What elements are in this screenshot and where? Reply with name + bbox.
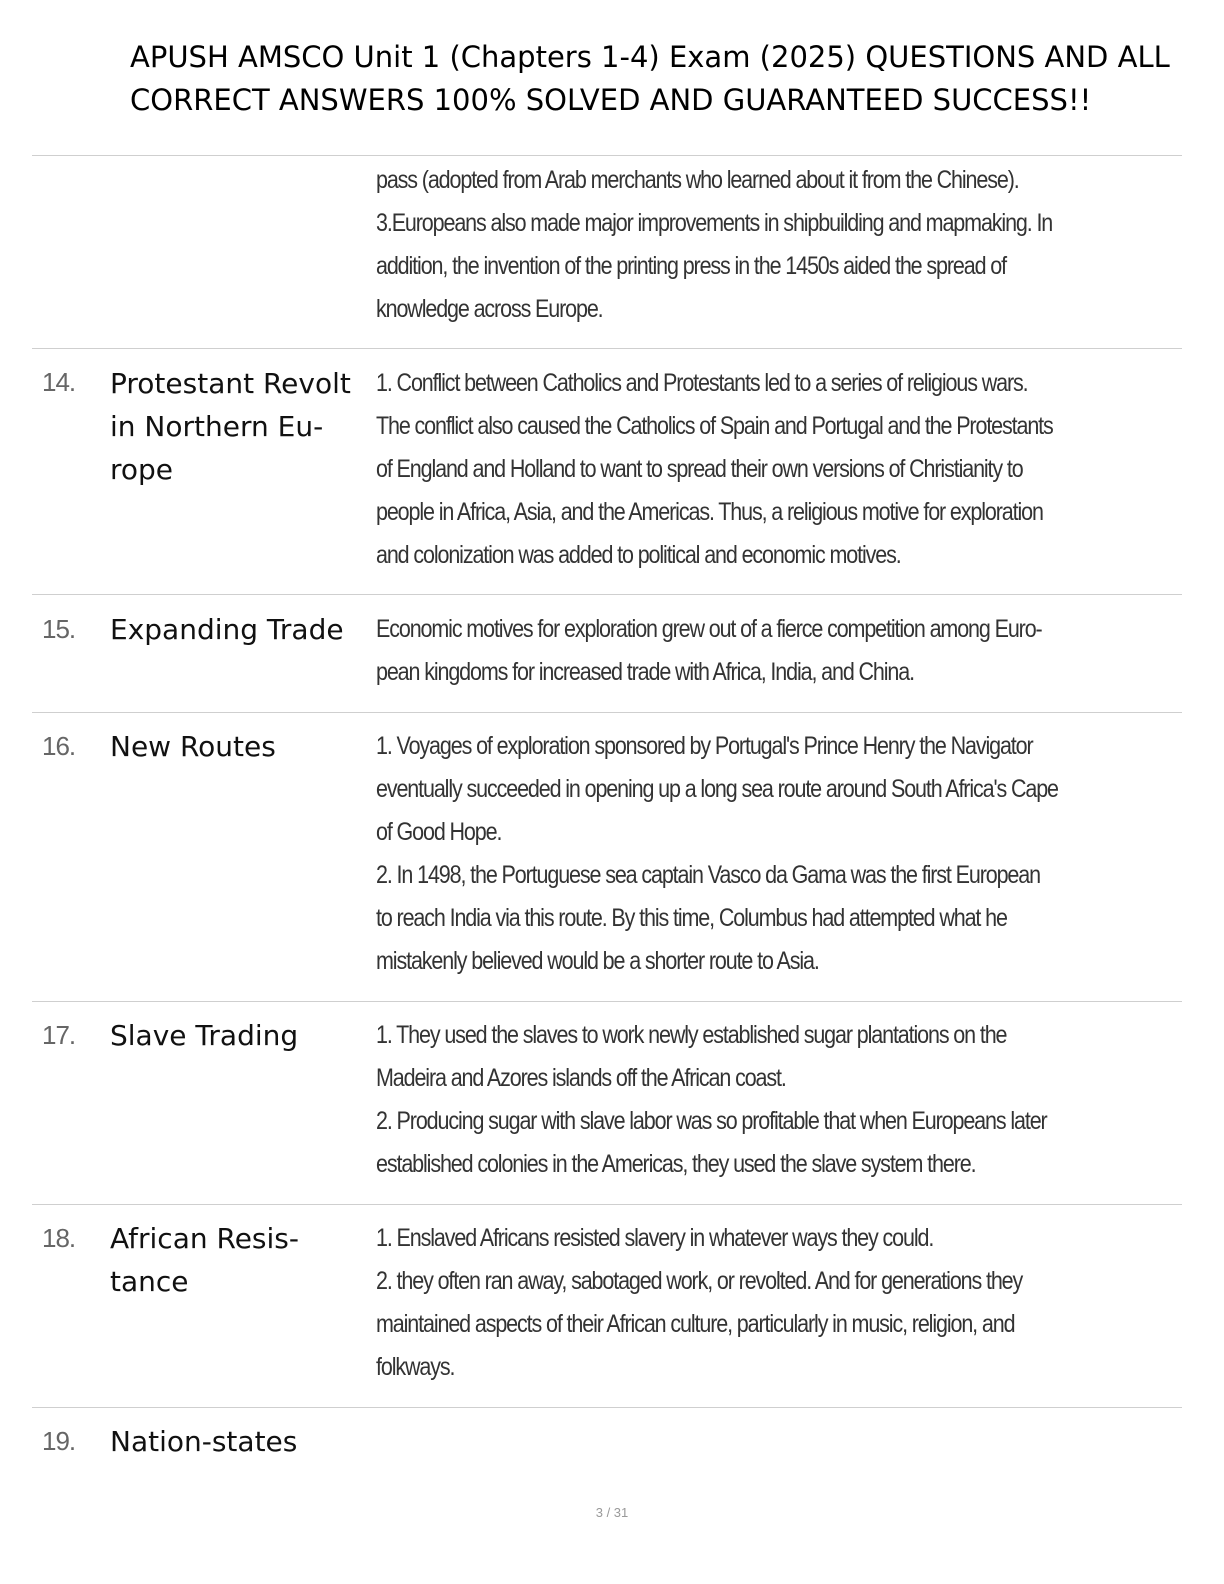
- divider: [32, 1001, 1182, 1002]
- definition-line: pass (adopted from Arab merchants who learned about it from the Chinese).: [376, 166, 1019, 194]
- definition-line: established colonies in the Americas, they used the slave system there.: [376, 1150, 976, 1178]
- entry-number: 15.: [42, 614, 76, 644]
- entry-definition: [376, 608, 1064, 694]
- entry-number: 16.: [42, 731, 76, 761]
- divider: [32, 1204, 1182, 1205]
- document-title: [130, 36, 1200, 122]
- definition-line: folkways.: [376, 1353, 455, 1381]
- definition-line: 1. Enslaved Africans resisted slavery in whatever ways they could.: [376, 1224, 934, 1252]
- page-indicator: 3 / 31: [595, 1505, 629, 1520]
- definition-line: to reach India via this route. By this time, Columbus had attempted what he: [376, 904, 1007, 932]
- definition-continuation: [376, 159, 1064, 331]
- definition-line: 1. They used the slaves to work newly established sugar plantations on the: [376, 1021, 1007, 1049]
- definition-line: addition, the invention of the printing press in the 1450s aided the spread of: [376, 252, 1006, 280]
- divider: [32, 594, 1182, 595]
- divider: [32, 155, 1182, 156]
- definition-line: Madeira and Azores islands off the African coast.: [376, 1064, 786, 1092]
- term-line: New Routes: [110, 730, 276, 763]
- entry-term: [110, 725, 372, 768]
- definition-line: 2. they often ran away, sabotaged work, or revolted. And for generations they: [376, 1267, 1023, 1295]
- entry-definition: [376, 1217, 1064, 1389]
- term-line: Slave Trading: [110, 1019, 299, 1052]
- definition-line: mistakenly believed would be a shorter route to Asia.: [376, 947, 819, 975]
- entry-term: [110, 362, 372, 491]
- term-line: African Resis-: [110, 1222, 299, 1255]
- term-line: Expanding Trade: [110, 613, 344, 646]
- definition-line: pean kingdoms for increased trade with Africa, India, and China.: [376, 658, 914, 686]
- entry-term: [110, 1217, 372, 1303]
- term-line: in Northern Eu-: [110, 410, 324, 443]
- title-line-2: CORRECT ANSWERS 100% SOLVED AND GUARANTEED SUCCESS!!: [130, 83, 1092, 117]
- entry-number: 14.: [42, 367, 76, 397]
- term-line: rope: [110, 453, 174, 486]
- term-line: tance: [110, 1265, 189, 1298]
- definition-line: The conflict also caused the Catholics of Spain and Portugal and the Protestants: [376, 412, 1053, 440]
- entry-definition: [376, 362, 1064, 577]
- definition-line: eventually succeeded in opening up a long sea route around South Africa's Cape: [376, 775, 1058, 803]
- definition-line: knowledge across Europe.: [376, 295, 603, 323]
- definition-line: Economic motives for exploration grew out of a fierce competition among Euro-: [376, 615, 1042, 643]
- term-line: Protestant Revolt: [110, 367, 351, 400]
- definition-line: 2. Producing sugar with slave labor was so profitable that when Europeans later: [376, 1107, 1047, 1135]
- term-line: Nation-states: [110, 1425, 298, 1458]
- definition-line: 1. Conflict between Catholics and Protestants led to a series of religious wars.: [376, 369, 1028, 397]
- entry-number: 19.: [42, 1426, 76, 1456]
- definition-line: of England and Holland to want to spread their own versions of Christianity to: [376, 455, 1023, 483]
- title-line-1: APUSH AMSCO Unit 1 (Chapters 1-4) Exam (2025) QUESTIONS AND ALL: [130, 40, 1170, 74]
- entry-number: 18.: [42, 1223, 76, 1253]
- definition-line: 2. In 1498, the Portuguese sea captain Vasco da Gama was the first European: [376, 861, 1040, 889]
- definition-line: of Good Hope.: [376, 818, 502, 846]
- divider: [32, 1407, 1182, 1408]
- entry-term: [110, 608, 372, 651]
- entry-definition: [376, 1014, 1064, 1186]
- definition-line: and colonization was added to political and economic motives.: [376, 541, 901, 569]
- entry-term: [110, 1014, 372, 1057]
- definition-line: 3.Europeans also made major improvements in shipbuilding and mapmaking. In: [376, 209, 1053, 237]
- entry-term: [110, 1420, 372, 1463]
- entry-number: 17.: [42, 1020, 76, 1050]
- definition-line: maintained aspects of their African culture, particularly in music, religion, and: [376, 1310, 1015, 1338]
- definition-line: people in Africa, Asia, and the Americas. Thus, a religious motive for exploration: [376, 498, 1043, 526]
- divider: [32, 348, 1182, 349]
- divider: [32, 712, 1182, 713]
- definition-line: 1. Voyages of exploration sponsored by Portugal's Prince Henry the Navigator: [376, 732, 1033, 760]
- entry-definition: [376, 725, 1064, 983]
